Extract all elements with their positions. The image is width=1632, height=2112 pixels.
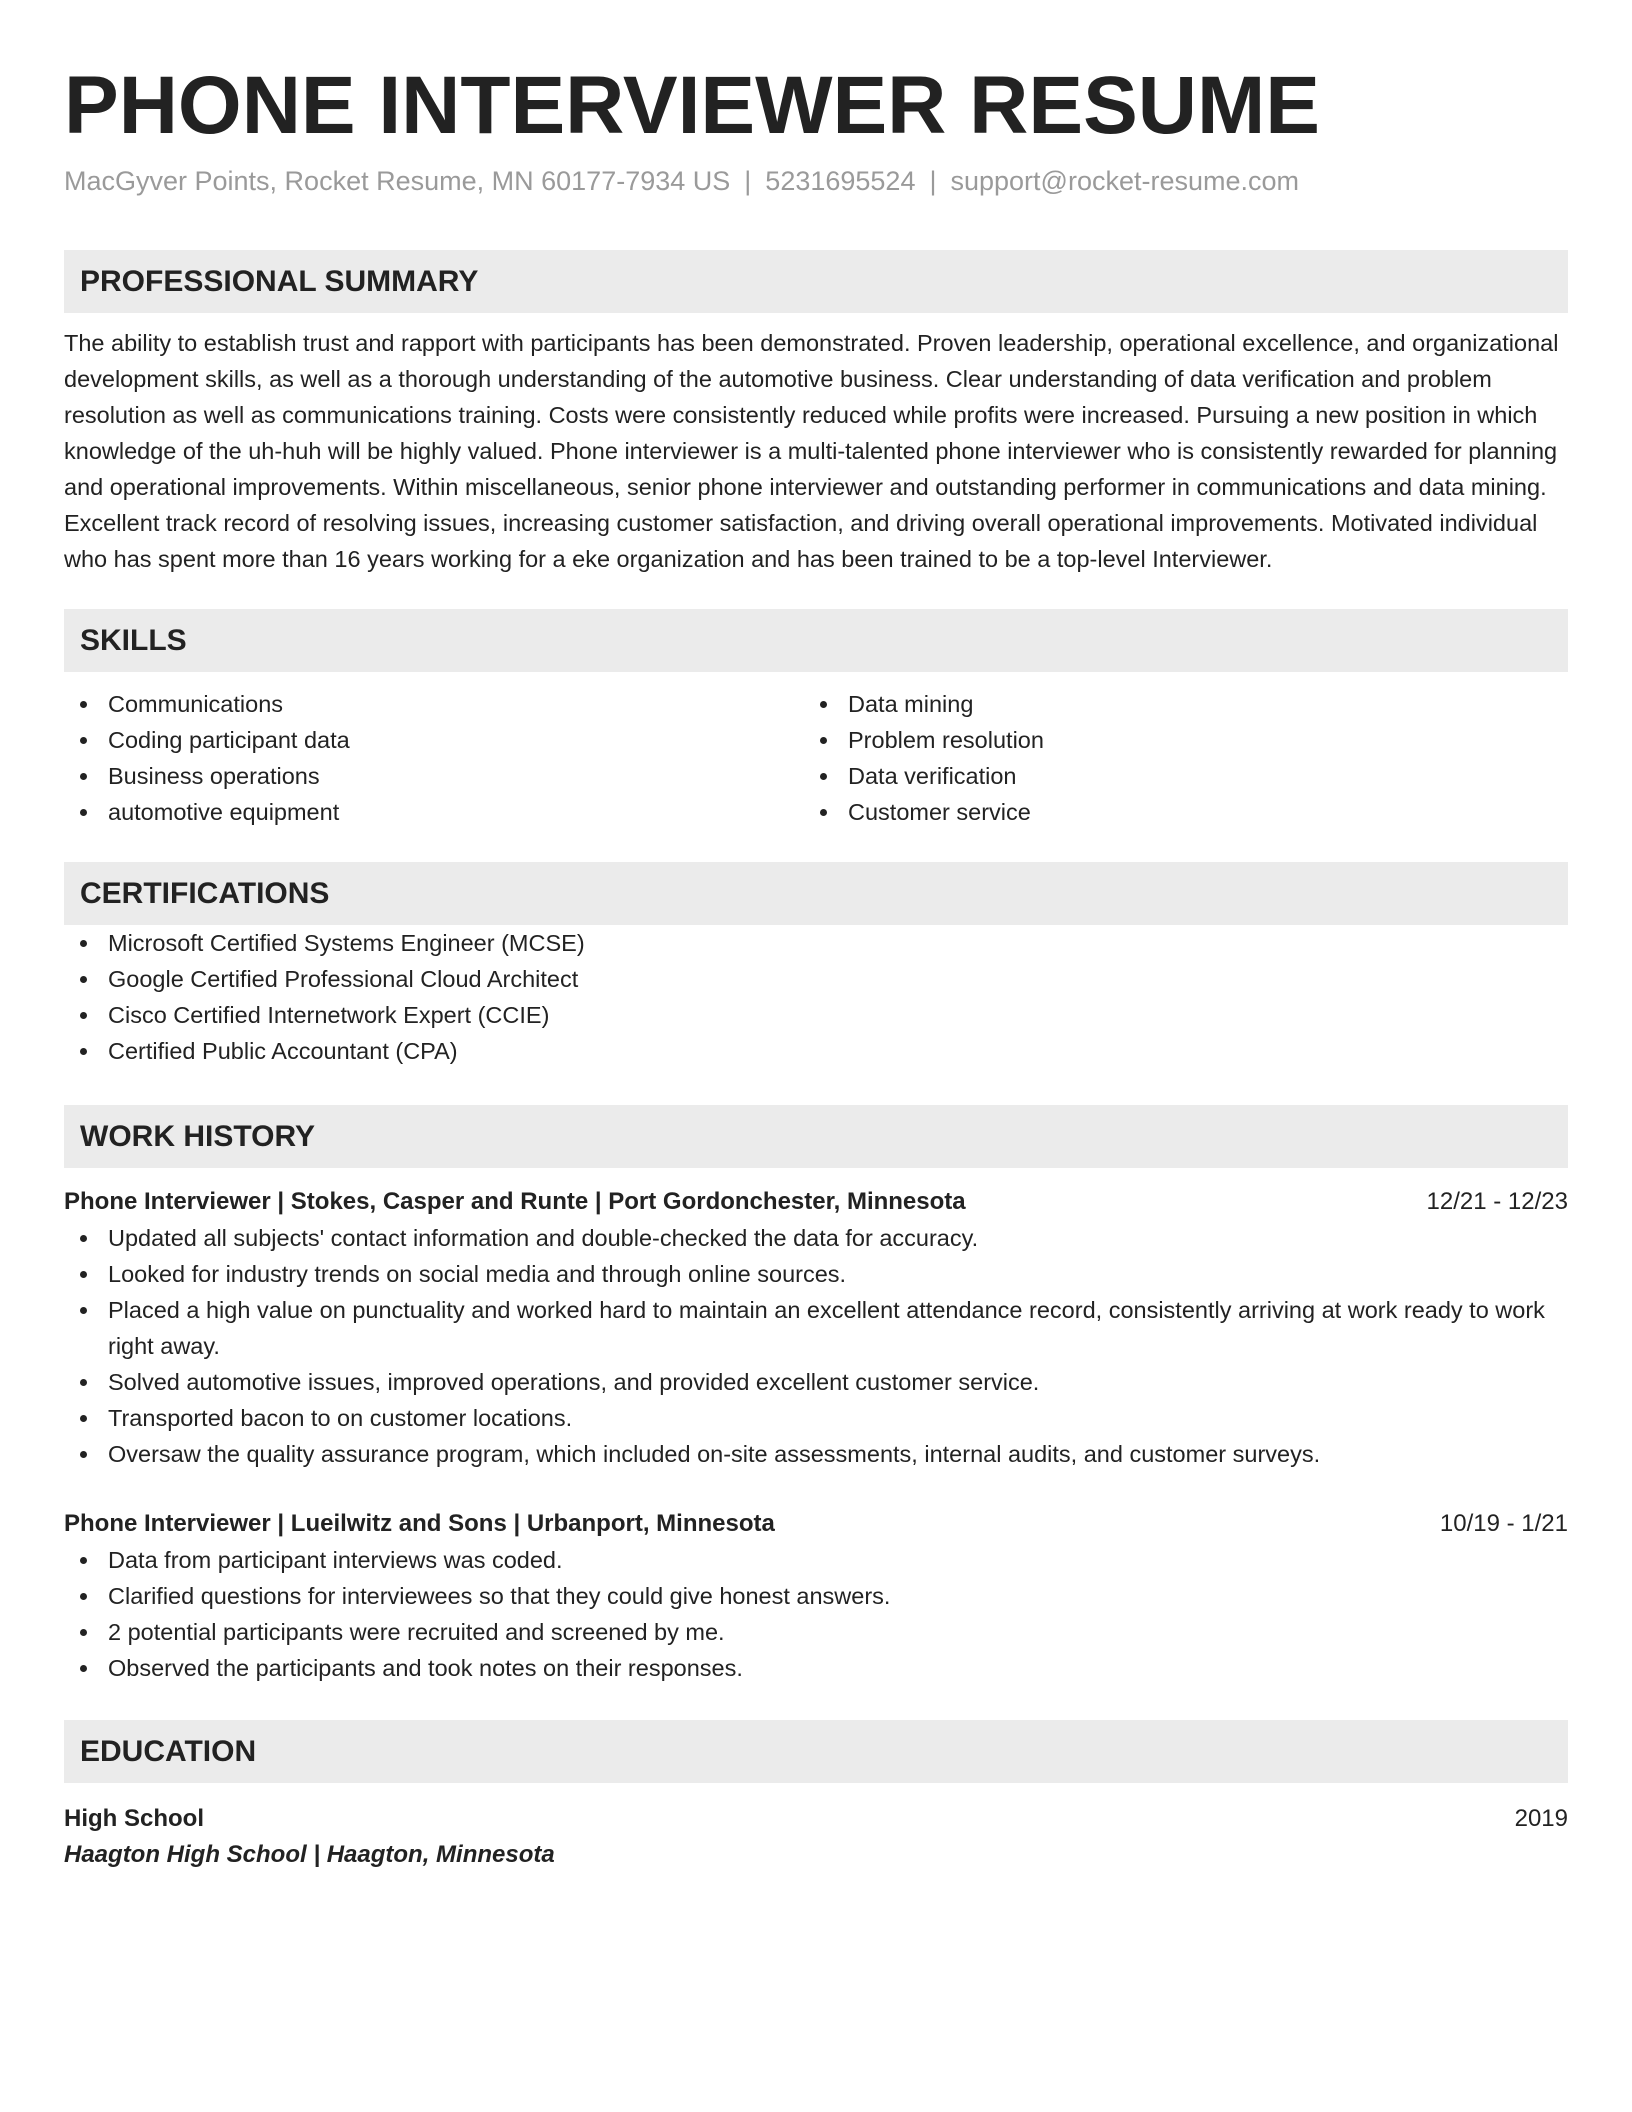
section-heading-certifications: CERTIFICATIONS bbox=[64, 862, 1568, 925]
education-header bbox=[64, 1801, 1568, 1837]
job-duty-item: Clarified questions for interviewees so that they could give honest answers. bbox=[64, 1578, 1568, 1614]
skill-item: Communications bbox=[64, 686, 804, 722]
skill-item: Data mining bbox=[804, 686, 1544, 722]
contact-separator: | bbox=[744, 166, 752, 196]
education-school: Haagton High School | Haagton, Minnesota bbox=[64, 1841, 555, 1868]
job-duty-item: Looked for industry trends on social media and through online sources. bbox=[64, 1256, 1568, 1292]
job-duties-list bbox=[64, 1220, 1568, 1472]
summary-paragraph: The ability to establish trust and rapport with participants has been demonstrated. Proven leadership, operational excellence, and organizational development skills, as well as a thorough understanding of the automotive business. Clear understanding of data verification and problem resolution as well as communications training. Costs were consistently reduced while profits were increased. Pursuing a new position in which knowledge of the uh-huh will be highly valued. Phone interviewer is a multi-talented phone interviewer who is consistently rewarded for planning and operational improvements. Within miscellaneous, senior phone interviewer and outstanding performer in communications and data mining. Excellent track record of resolving issues, increasing customer satisfaction, and driving overall operational improvements. Motivated individual who has spent more than 16 years working for a eke organization and has been trained to be a top-level Interviewer. bbox=[64, 330, 1559, 572]
job-title: Phone Interviewer | Lueilwitz and Sons | Urbanport, Minnesota bbox=[64, 1510, 775, 1537]
section-heading-education: EDUCATION bbox=[64, 1720, 1568, 1783]
education-year: 2019 bbox=[1514, 1805, 1568, 1832]
skill-item: Business operations bbox=[64, 758, 804, 794]
skills-grid bbox=[64, 686, 1568, 830]
job-duties-list bbox=[64, 1542, 1568, 1686]
section-heading-summary: PROFESSIONAL SUMMARY bbox=[64, 250, 1568, 313]
certification-item: Google Certified Professional Cloud Architect bbox=[64, 961, 1568, 997]
contact-phone: 5231695524 bbox=[765, 166, 916, 196]
contact-separator: | bbox=[929, 166, 937, 196]
skills-list-right bbox=[804, 686, 1544, 830]
job-duty-item: Data from participant interviews was coded. bbox=[64, 1542, 1568, 1578]
education-degree: High School bbox=[64, 1805, 204, 1832]
skills-list-left bbox=[64, 686, 804, 830]
job-header bbox=[64, 1184, 1568, 1220]
job-title: Phone Interviewer | Stokes, Casper and Runte | Port Gordonchester, Minnesota bbox=[64, 1188, 966, 1215]
contact-address: MacGyver Points, Rocket Resume, MN 60177-7934 US bbox=[64, 166, 731, 196]
job-duty-item: Transported bacon to on customer locations. bbox=[64, 1400, 1568, 1436]
skills-column-left bbox=[64, 686, 804, 830]
contact-line bbox=[64, 164, 1568, 198]
certification-item: Certified Public Accountant (CPA) bbox=[64, 1033, 1568, 1069]
section-heading-work-history: WORK HISTORY bbox=[64, 1105, 1568, 1168]
skill-item: automotive equipment bbox=[64, 794, 804, 830]
job-duty-item: Placed a high value on punctuality and worked hard to maintain an excellent attendance record, consistently arriving at work ready to work right away. bbox=[64, 1292, 1568, 1364]
job-duty-item: Oversaw the quality assurance program, which included on-site assessments, internal audits, and customer surveys. bbox=[64, 1436, 1568, 1472]
certification-item: Microsoft Certified Systems Engineer (MCSE) bbox=[64, 925, 1568, 961]
job-duty-item: Updated all subjects' contact information and double-checked the data for accuracy. bbox=[64, 1220, 1568, 1256]
resume-title: PHONE INTERVIEWER RESUME bbox=[64, 60, 1320, 151]
job-header bbox=[64, 1506, 1568, 1542]
job-duty-item: Solved automotive issues, improved operations, and provided excellent customer service. bbox=[64, 1364, 1568, 1400]
certifications-list bbox=[64, 925, 1568, 1069]
skill-item: Problem resolution bbox=[804, 722, 1544, 758]
certification-item: Cisco Certified Internetwork Expert (CCIE) bbox=[64, 997, 1568, 1033]
skill-item: Coding participant data bbox=[64, 722, 804, 758]
section-heading-skills: SKILLS bbox=[64, 609, 1568, 672]
job-dates: 12/21 - 12/23 bbox=[1426, 1188, 1568, 1215]
contact-email: support@rocket-resume.com bbox=[950, 166, 1300, 196]
job-duty-item: Observed the participants and took notes on their responses. bbox=[64, 1650, 1568, 1686]
job-duty-item: 2 potential participants were recruited and screened by me. bbox=[64, 1614, 1568, 1650]
job-dates: 10/19 - 1/21 bbox=[1439, 1510, 1568, 1537]
skills-column-right bbox=[804, 686, 1544, 830]
skill-item: Customer service bbox=[804, 794, 1544, 830]
skill-item: Data verification bbox=[804, 758, 1544, 794]
